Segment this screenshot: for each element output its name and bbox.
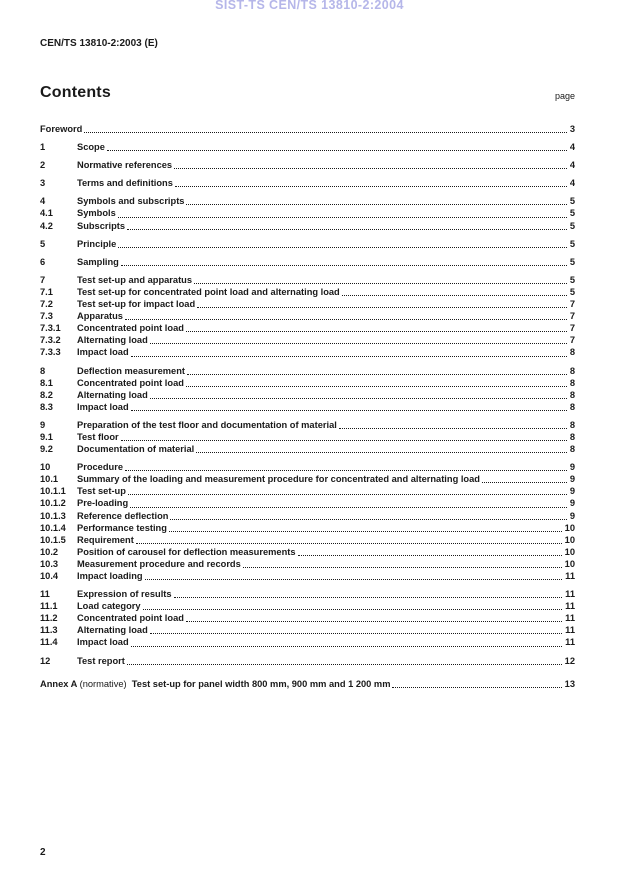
toc-entry-title: Measurement procedure and records [77,558,241,569]
dot-leader [125,310,567,320]
toc-group [40,123,575,135]
toc-entry-title: Documentation of material [77,444,195,455]
toc-entry-number: 8 [40,365,46,376]
toc-entry-page-number: 4 [569,142,575,153]
dot-leader [169,522,562,532]
dot-leader [243,558,562,568]
dot-leader [121,431,567,441]
dot-leader [131,401,567,411]
contents-title: Contents [40,84,111,101]
dot-leader [197,298,567,308]
toc-entry-number: 10.1.2 [40,498,66,509]
toc-group [40,256,575,268]
dot-leader [131,636,563,646]
toc-entry-page-number: 5 [569,238,575,249]
toc-group [40,177,575,189]
toc-entry-page-number: 7 [569,299,575,310]
toc-entry-number: 11 [40,589,50,600]
toc-entry-number: 7.3.1 [40,323,61,334]
dot-leader [127,220,567,230]
toc-entry-number: 8.3 [40,401,53,412]
toc-entry [40,177,575,189]
dot-leader [174,588,563,598]
toc-entry-number: 5 [40,238,46,249]
toc-entry [40,497,575,509]
toc-entry [40,522,575,534]
toc-group [40,678,575,690]
dot-leader [143,600,563,610]
toc-entry-title: Test set-up for impact load [77,299,196,310]
dot-leader [186,322,567,332]
toc-group [40,195,575,231]
dot-leader [121,256,567,266]
toc-entry-number: 9.1 [40,431,53,442]
toc-entry-title: Terms and definitions [77,178,173,189]
toc-entry-title: Deflection measurement [77,365,185,376]
toc-entry-page-number: 5 [569,274,575,285]
dot-leader [392,678,561,688]
toc-entry-page-number: 8 [569,377,575,388]
toc-entry [40,546,575,558]
dot-leader [186,612,562,622]
toc-entry [40,588,575,600]
toc-entry-title: Reference deflection [77,510,169,521]
toc-entry-number: 11.4 [40,637,58,648]
toc-entry-title: Foreword [40,124,83,134]
contents-header-bar [40,84,575,102]
dot-leader [145,570,563,580]
toc-annex-entry [40,678,575,690]
toc-entry [40,346,575,358]
toc-entry [40,389,575,401]
dot-leader [130,497,567,507]
toc-entry-number: 10.1 [40,474,59,485]
toc-entry-page-number: 7 [569,311,575,322]
toc-entry-number: 7.2 [40,299,53,310]
toc-entry [40,220,575,232]
dot-leader [118,238,567,248]
toc-entry-page-number: 5 [569,286,575,297]
toc-entry-page-number: 9 [569,462,575,473]
toc-entry-page-number: 10 [564,546,575,557]
annex-normative-label: (normative) [79,678,127,689]
toc-entry [40,377,575,389]
toc-entry-page-number: 9 [569,498,575,509]
toc-entry-number: 7.3 [40,311,53,322]
dot-leader [196,443,567,453]
toc-entry-title: Test set-up [77,486,126,497]
toc-entry [40,207,575,219]
toc-entry [40,274,575,286]
toc-entry [40,334,575,346]
toc-entry-title: Impact load [77,401,129,412]
toc-entry-number: 9.2 [40,444,53,455]
toc-entry-page-number: 11 [565,589,575,600]
toc-group [40,141,575,153]
dot-leader [342,286,567,296]
toc-entry-page-number: 8 [569,431,575,442]
toc-entry-page-number: 10 [564,522,575,533]
toc-entry-page-number: 8 [569,401,575,412]
toc-entry-number: 4 [40,196,46,207]
toc-group [40,419,575,455]
toc-entry-title: Subscripts [77,220,126,231]
toc-entry-title: Symbols [77,208,116,219]
dot-leader [128,485,567,495]
toc-entry-title: Requirement [77,534,134,545]
toc-entry-title: Alternating load [77,625,148,636]
toc-entry-number: 3 [40,178,46,189]
toc-entry-title: Sampling [77,256,119,267]
dot-leader [107,141,567,151]
toc-entry-number: 10 [40,462,51,473]
document-reference: CEN/TS 13810-2:2003 (E) [40,38,158,49]
toc-entry-page-number: 4 [569,178,575,189]
toc-entry-number: 10.1.1 [40,486,66,497]
toc-entry [40,636,575,648]
toc-entry-page-number: 11 [565,625,575,636]
toc-entry-title: Position of carousel for deflection measurements [77,546,296,557]
dot-leader [194,274,567,284]
toc-entry-title: Normative references [77,160,173,171]
dot-leader [150,624,562,634]
toc-entry-number: 7.3.2 [40,335,61,346]
toc-entry [40,570,575,582]
dot-leader [150,334,567,344]
toc-entry-title: Alternating load [77,335,148,346]
toc-entry-page-number: 11 [565,571,575,581]
toc-entry-page-number: 9 [569,486,575,497]
toc-entry-page-number: 10 [564,558,575,569]
toc-entry [40,461,575,473]
toc-entry [40,256,575,268]
toc-entry [40,238,575,250]
dot-leader [187,365,567,375]
toc-entry-page-number: 8 [569,389,575,400]
toc-entry-title: Test set-up and apparatus [77,274,193,285]
toc-entry-number: 10.4 [40,571,59,581]
toc-entry-title: Procedure [77,462,123,473]
dot-leader [339,419,567,429]
dot-leader [136,534,562,544]
toc-entry-page-number: 5 [569,196,575,207]
toc-entry [40,298,575,310]
toc-entry-title: Concentrated point load [77,377,184,388]
toc-group [40,588,575,648]
toc-entry-title: Apparatus [77,311,123,322]
table-of-contents [40,123,575,690]
toc-group [40,274,575,359]
dot-leader [298,546,562,556]
toc-entry-number: 6 [40,256,46,267]
dot-leader [174,159,567,169]
toc-entry-title: Test set-up for concentrated point load and alternating load [77,286,340,297]
toc-entry-number: 7.3.3 [40,347,61,358]
toc-entry [40,510,575,522]
toc-entry-page-number: 3 [569,124,575,134]
toc-entry-number: 10.2 [40,546,59,557]
toc-entry [40,431,575,443]
toc-group [40,365,575,413]
watermark-header: SIST-TS CEN/TS 13810-2:2004 [215,0,404,12]
toc-entry-title: Summary of the loading and measurement procedure for concentrated and alternating load [77,474,480,485]
toc-entry-number: 1 [40,142,46,153]
dot-leader [175,177,567,187]
toc-entry-number: 9 [40,419,46,430]
toc-entry-number: 2 [40,160,46,171]
toc-entry-number: 10.1.5 [40,534,66,545]
toc-entry-page-number: 8 [569,347,575,358]
toc-entry-number: 10.3 [40,558,59,569]
footer-page-number: 2 [40,847,46,858]
toc-entry-page-number: 9 [569,474,575,485]
dot-leader [131,346,567,356]
toc-entry [40,443,575,455]
toc-group [40,655,575,667]
toc-entry-number: 8.2 [40,389,53,400]
toc-entry [40,365,575,377]
toc-entry-page-number: 10 [564,534,575,545]
dot-leader [186,195,566,205]
toc-entry-title: Impact loading [77,571,143,581]
toc-entry [40,600,575,612]
toc-entry-number: 12 [40,655,51,666]
toc-entry-page-number: 8 [569,419,575,430]
toc-entry [40,322,575,334]
toc-entry [40,624,575,636]
toc-entry-page-number: 5 [569,220,575,231]
toc-entry [40,195,575,207]
dot-leader [118,207,567,217]
toc-entry-page-number: 5 [569,256,575,267]
toc-entry-title: Concentrated point load [77,613,184,624]
toc-entry [40,123,575,135]
toc-entry-title: Expression of results [77,589,172,600]
toc-entry-number: 10.1.3 [40,510,66,521]
toc-entry [40,558,575,570]
toc-entry-page-number: 8 [569,365,575,376]
toc-entry [40,534,575,546]
toc-group [40,461,575,582]
toc-entry-number: 7 [40,274,46,285]
toc-entry-title: Preparation of the test floor and documentation of material [77,419,337,430]
dot-leader [127,655,562,665]
toc-entry-page-number: 7 [569,323,575,334]
toc-entry-title: Scope [77,142,105,153]
toc-entry-title: Pre-loading [77,498,129,509]
toc-entry-number: 10.1.4 [40,522,66,533]
toc-entry-title: Concentrated point load [77,323,184,334]
toc-entry-page-number: 4 [569,160,575,171]
toc-group [40,159,575,171]
toc-entry-number: 7.1 [40,286,53,297]
toc-entry-title: Annex A (normative) Test set-up for panel width 800 mm, 900 mm and 1 200 mm [40,678,391,689]
toc-entry-number: 4.2 [40,220,53,231]
toc-entry-title: Principle [77,238,117,249]
toc-entry-page-number: 11 [565,637,575,648]
toc-entry [40,310,575,322]
toc-entry [40,401,575,413]
page-column-label: page [554,91,575,101]
toc-entry-page-number: 11 [565,613,575,624]
toc-entry [40,419,575,431]
toc-entry-page-number: 5 [569,208,575,219]
toc-entry-page-number: 7 [569,335,575,346]
toc-entry-title: Load category [77,601,141,612]
toc-entry-title: Impact load [77,637,129,648]
dot-leader [170,510,566,520]
toc-entry-page-number: 8 [569,444,575,455]
dot-leader [482,473,567,483]
toc-entry [40,286,575,298]
toc-entry-page-number: 13 [564,678,575,689]
dot-leader [125,461,567,471]
toc-entry [40,141,575,153]
toc-entry-page-number: 11 [565,601,575,612]
toc-entry [40,485,575,497]
toc-entry-title: Symbols and subscripts [77,196,185,207]
toc-entry [40,159,575,171]
toc-entry-title: Test report [77,655,125,666]
toc-entry-number: 8.1 [40,377,53,388]
toc-entry-title: Test floor [77,431,119,442]
toc-entry-number: 11.2 [40,613,58,624]
toc-group [40,238,575,250]
toc-entry [40,655,575,667]
toc-entry-number: 4.1 [40,208,53,219]
toc-entry-title: Performance testing [77,522,167,533]
toc-entry-number: 11.1 [40,601,58,612]
toc-entry-page-number: 9 [569,510,575,521]
dot-leader [186,377,567,387]
toc-entry [40,473,575,485]
dot-leader [150,389,567,399]
dot-leader [84,123,566,133]
toc-entry-number: 11.3 [40,625,58,636]
toc-entry-title: Impact load [77,347,129,358]
toc-entry-title: Alternating load [77,389,148,400]
toc-entry-page-number: 12 [564,655,575,666]
toc-entry [40,612,575,624]
